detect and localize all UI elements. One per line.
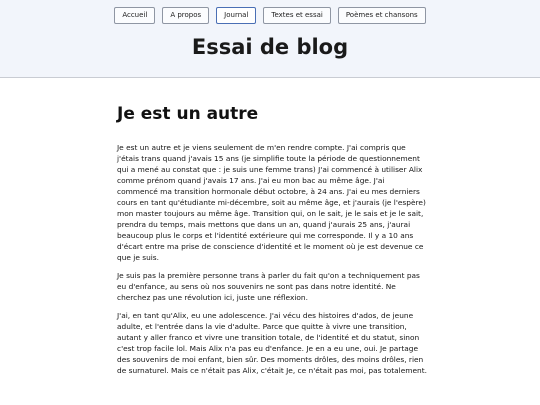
nav-item-journal[interactable]: Journal [216,7,256,24]
article-title: Je est un autre [117,104,259,124]
article-paragraph: J'ai, en tant qu'Alix, eu une adolescence. J'ai vécu des histoires d'ados, de jeune adulte, et l'entrée dans la vie d'adulte. Parce que quitte à vivre une transition, autant y aller franco et vivre une transition totale, de l'identité et du statut, sinon c'est trop facile lol. Mais Alix n'a pas eu d'enfance. Je en a eu une, oui. Je partage des souvenirs de moi enfant, bien sûr. Des moments drôles, des moins drôles, rien de surnaturel. Mais ce n'était pas Alix, c'était Je, ce n'était pas moi, pas totalement. [117,311,427,375]
nav-item-accueil[interactable]: Accueil [114,7,155,24]
article-paragraph: Je est un autre et je viens seulement de m'en rendre compte. J'ai compris que j'étais trans quand j'avais 15 ans (je simplifie toute la période de questionnement qui a mené au constat que : je suis une femme trans) J'ai commencé à utiliser Alix comme prénom quand j'avais 17 ans. J'ai eu mon bac au même âge. J'ai commencé ma transition hormonale début octobre, à 24 ans. J'ai eu mes derniers cours en tant qu'étudiante mi-décembre, soit au même âge, et j'aurais (je l'espère) mon master toujours au même âge. Transition qui, on le sait, je le sais et je le sait, prendra du temps, mais mettons que dans un an, quand j'aurais 25 ans, j'aurai beaucoup plus le corps et l'identité extérieure qui me corresponde. Il y a 10 ans d'écart entre ma prise de conscience d'identité et le moment où je est devenue ce que je suis. [117,143,426,262]
nav-item-poemes-et-chansons[interactable]: Poèmes et chansons [338,7,426,24]
nav-item-a-propos[interactable]: A propos [162,7,209,24]
main-nav [0,7,540,24]
site-title: Essai de blog [191,35,349,59]
article-paragraph: Je suis pas la première personne trans à parler du fait qu'on a techniquement pas eu d'enfance, au sens où nos souvenirs ne sont pas dans notre identité. Ne cherchez pas une révolution ici, juste une réflexion. [117,271,420,302]
nav-item-textes-et-essai[interactable]: Textes et essai [263,7,330,24]
site-header [0,0,540,78]
article [117,104,427,383]
